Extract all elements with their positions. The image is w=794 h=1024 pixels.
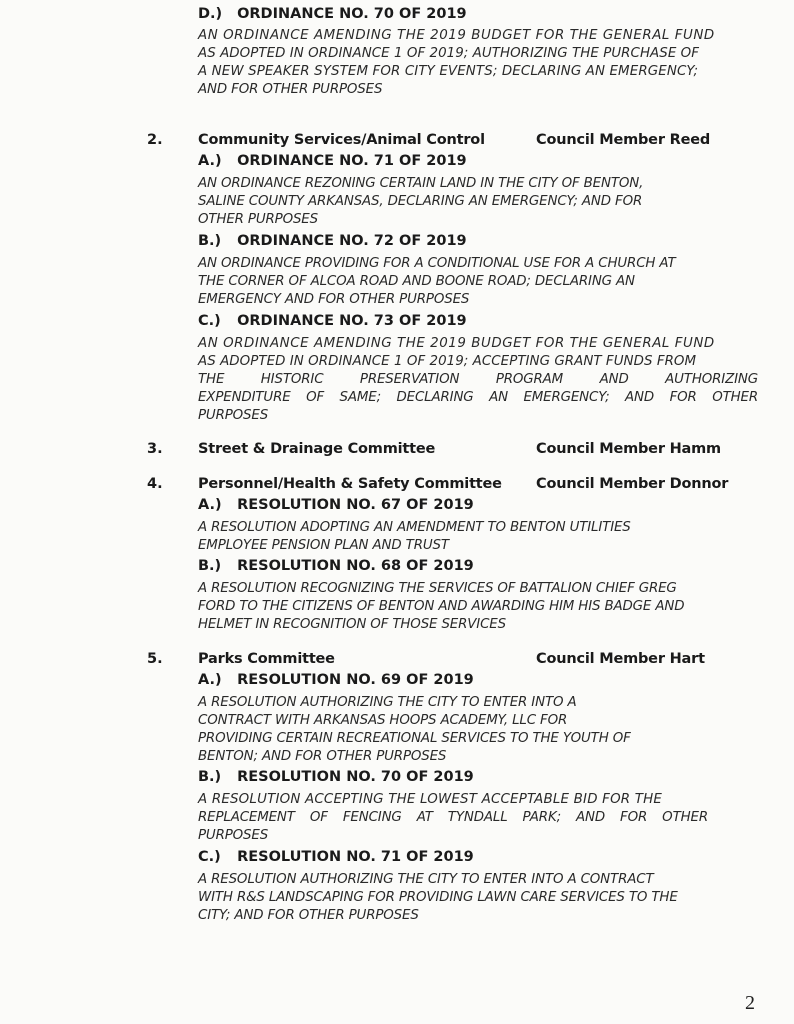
item-label: B.)	[198, 558, 222, 574]
description-line: OTHER PURPOSES	[198, 212, 318, 227]
item-label: A.)	[198, 672, 222, 688]
description-line: REPLACEMENT OF FENCING AT TYNDALL PARK; AND FOR OTHER	[198, 810, 708, 825]
description-line: AN ORDINANCE AMENDING THE 2019 BUDGET FOR THE GENERAL FUND	[198, 28, 715, 43]
section-title-personnel-health-safety: Personnel/Health & Safety Committee	[198, 476, 502, 492]
description-line: THE HISTORIC PRESERVATION PROGRAM AND AUTHORIZING	[198, 372, 758, 387]
section-title-street-drainage: Street & Drainage Committee	[198, 441, 436, 457]
item-description-resolution-69	[198, 694, 758, 766]
description-line: THE CORNER OF ALCOA ROAD AND BOONE ROAD; DECLARING AN	[198, 274, 635, 289]
council-member-reed: Council Member Reed	[536, 132, 711, 148]
item-heading-ordinance-72	[198, 233, 467, 249]
council-member-hamm: Council Member Hamm	[536, 441, 721, 457]
description-line: A RESOLUTION ACCEPTING THE LOWEST ACCEPTABLE BID FOR THE	[198, 792, 663, 807]
section-title-community-services: Community Services/Animal Control	[198, 132, 485, 148]
item-label: B.)	[198, 233, 222, 249]
item-title: RESOLUTION NO. 69 OF 2019	[237, 672, 474, 688]
description-line: CITY; AND FOR OTHER PURPOSES	[198, 908, 419, 923]
item-description-resolution-67	[198, 519, 758, 555]
description-line: A RESOLUTION RECOGNIZING THE SERVICES OF BATTALION CHIEF GREG	[198, 581, 677, 596]
description-line: AND FOR OTHER PURPOSES	[198, 82, 383, 97]
item-heading-ordinance-71	[198, 153, 467, 169]
item-title: ORDINANCE NO. 71 OF 2019	[237, 153, 467, 169]
section-number: 4.	[147, 476, 163, 492]
item-label: C.)	[198, 849, 221, 865]
description-line: A RESOLUTION AUTHORIZING THE CITY TO ENTER INTO A	[198, 695, 577, 710]
item-label: B.)	[198, 769, 222, 785]
item-heading-resolution-68	[198, 558, 474, 574]
council-member-donnor: Council Member Donnor	[536, 476, 729, 492]
item-label: D.)	[198, 6, 223, 22]
section-title-parks: Parks Committee	[198, 651, 335, 667]
item-title: RESOLUTION NO. 67 OF 2019	[237, 497, 474, 513]
item-description-resolution-70	[198, 791, 708, 845]
description-line: FORD TO THE CITIZENS OF BENTON AND AWARDING HIM HIS BADGE AND	[198, 599, 685, 614]
item-description-resolution-68	[198, 580, 758, 634]
description-line: PURPOSES	[198, 828, 269, 843]
description-line: AS ADOPTED IN ORDINANCE 1 OF 2019; AUTHORIZING THE PURCHASE OF	[198, 46, 699, 61]
item-description-ordinance-73	[198, 335, 758, 425]
item-title: RESOLUTION NO. 70 OF 2019	[237, 769, 474, 785]
description-line: A RESOLUTION ADOPTING AN AMENDMENT TO BENTON UTILITIES	[198, 520, 631, 535]
description-line: EMERGENCY AND FOR OTHER PURPOSES	[198, 292, 470, 307]
item-label: A.)	[198, 153, 222, 169]
description-line: AN ORDINANCE AMENDING THE 2019 BUDGET FOR THE GENERAL FUND	[198, 336, 715, 351]
item-title: ORDINANCE NO. 70 OF 2019	[237, 6, 467, 22]
description-line: PURPOSES	[198, 408, 269, 423]
description-line: BENTON; AND FOR OTHER PURPOSES	[198, 749, 447, 764]
item-description-ordinance-71	[198, 175, 758, 229]
description-line: AS ADOPTED IN ORDINANCE 1 OF 2019; ACCEPTING GRANT FUNDS FROM	[198, 354, 697, 369]
section-number: 2.	[147, 132, 163, 148]
description-line: AN ORDINANCE PROVIDING FOR A CONDITIONAL USE FOR A CHURCH AT	[198, 256, 676, 271]
item-label: C.)	[198, 313, 221, 329]
description-line: A RESOLUTION AUTHORIZING THE CITY TO ENTER INTO A CONTRACT	[198, 872, 654, 887]
item-description-resolution-71	[198, 871, 758, 925]
page-number: 2	[745, 992, 755, 1014]
item-description-ordinance-70	[198, 27, 758, 99]
item-label: A.)	[198, 497, 222, 513]
item-heading-resolution-70	[198, 769, 474, 785]
description-line: SALINE COUNTY ARKANSAS, DECLARING AN EMERGENCY; AND FOR	[198, 194, 643, 209]
description-line: EMPLOYEE PENSION PLAN AND TRUST	[198, 538, 449, 553]
item-heading-resolution-67	[198, 497, 474, 513]
item-title: RESOLUTION NO. 71 OF 2019	[237, 849, 474, 865]
item-description-ordinance-72	[198, 255, 758, 309]
item-title: RESOLUTION NO. 68 OF 2019	[237, 558, 474, 574]
section-number: 3.	[147, 441, 163, 457]
description-line: HELMET IN RECOGNITION OF THOSE SERVICES	[198, 617, 506, 632]
section-number: 5.	[147, 651, 163, 667]
item-heading-ordinance-70	[198, 6, 467, 22]
description-line: A NEW SPEAKER SYSTEM FOR CITY EVENTS; DECLARING AN EMERGENCY;	[198, 64, 699, 79]
item-heading-resolution-69	[198, 672, 474, 688]
description-line: AN ORDINANCE REZONING CERTAIN LAND IN THE CITY OF BENTON,	[198, 176, 644, 191]
council-member-hart: Council Member Hart	[536, 651, 705, 667]
description-line: WITH R&S LANDSCAPING FOR PROVIDING LAWN CARE SERVICES TO THE	[198, 890, 678, 905]
description-line: CONTRACT WITH ARKANSAS HOOPS ACADEMY, LLC FOR	[198, 713, 568, 728]
item-heading-ordinance-73	[198, 313, 467, 329]
item-title: ORDINANCE NO. 73 OF 2019	[237, 313, 467, 329]
item-title: ORDINANCE NO. 72 OF 2019	[237, 233, 467, 249]
description-line: PROVIDING CERTAIN RECREATIONAL SERVICES TO THE YOUTH OF	[198, 731, 631, 746]
description-line: EXPENDITURE OF SAME; DECLARING AN EMERGENCY; AND FOR OTHER	[198, 390, 758, 405]
item-heading-resolution-71	[198, 849, 474, 865]
